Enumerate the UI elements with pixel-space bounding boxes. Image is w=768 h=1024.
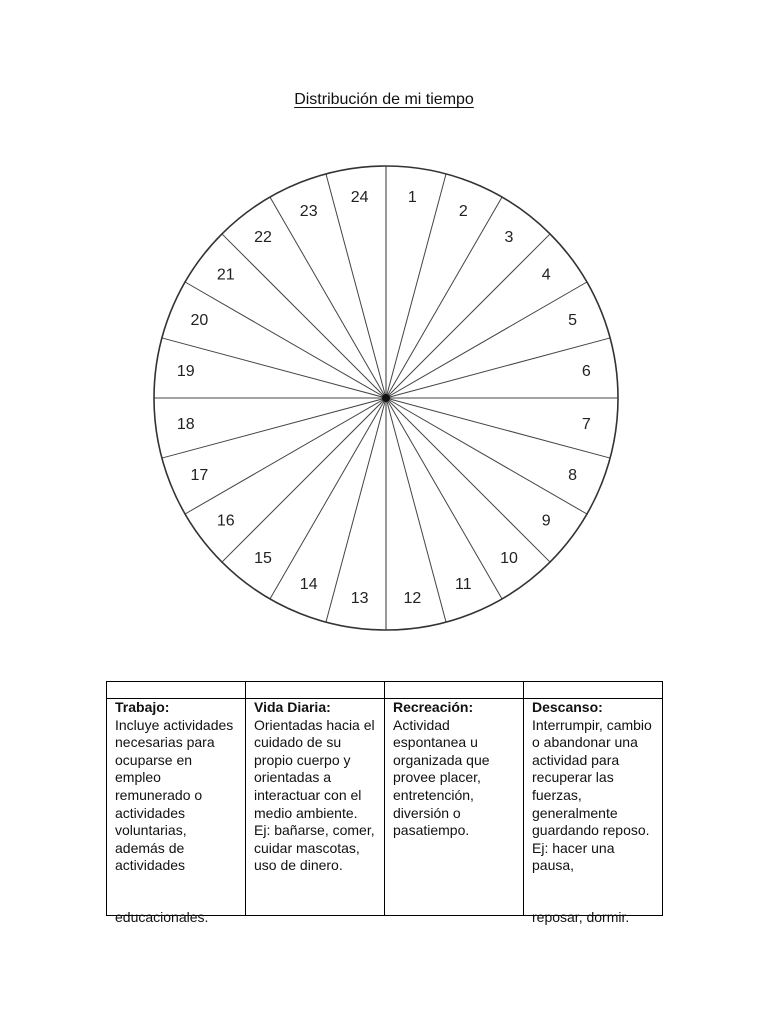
hour-label: 14	[299, 576, 318, 594]
wheel-spoke	[326, 398, 386, 622]
table-header-row	[107, 682, 663, 699]
category-description-end: reposar, dormir.	[532, 909, 630, 926]
wheel-spoke	[386, 398, 446, 622]
hour-label: 23	[299, 202, 318, 220]
wheel-spoke	[386, 398, 610, 458]
wheel-center-dot	[382, 394, 390, 402]
hour-label: 17	[190, 466, 209, 484]
hour-label: 3	[504, 229, 514, 247]
hour-label: 18	[176, 415, 195, 433]
hour-label: 1	[407, 189, 417, 207]
wheel-spoke	[386, 234, 550, 398]
hour-label: 11	[454, 576, 472, 594]
wheel-spoke	[386, 197, 502, 398]
wheel-spoke	[162, 338, 386, 398]
wheel-spoke	[386, 282, 587, 398]
wheel-spoke	[270, 197, 386, 398]
wheel-spoke	[386, 338, 610, 398]
category-name: Trabajo:	[115, 699, 170, 715]
category-name: Recreación:	[393, 699, 474, 715]
category-name: Descanso:	[532, 699, 603, 715]
category-description: Incluye actividades necesarias para ocuparse en empleo remunerado o actividades voluntarias, además de actividades	[115, 716, 234, 874]
wheel-spoke	[386, 398, 550, 562]
category-cell-descanso	[524, 699, 663, 926]
header-cell	[246, 682, 385, 699]
wheel-spoke	[386, 174, 446, 398]
wheel-spoke	[222, 398, 386, 562]
category-cell-vida-diaria	[246, 699, 385, 916]
category-cell-recreacion	[385, 699, 524, 916]
hour-label: 4	[541, 266, 551, 284]
page-title: Distribución de mi tiempo	[294, 91, 474, 108]
category-description: Actividad espontanea u organizada que provee placer, entretención, diversión o pasatiempo.	[393, 716, 490, 839]
hour-label: 20	[190, 312, 209, 330]
wheel-spoke	[326, 174, 386, 398]
hour-label: 12	[403, 589, 422, 607]
category-description: Interrumpir, cambio o abandonar una actividad para recuperar las fuerzas, generalmente guardando reposo. Ej: hacer una pausa,	[532, 716, 652, 874]
wheel-spoke	[222, 234, 386, 398]
hour-label: 21	[216, 266, 235, 284]
hour-label: 13	[350, 589, 369, 607]
category-description: Orientadas hacia el cuidado de su propio cuerpo y orientadas a interactuar con el medio ambiente. Ej: bañarse, comer, cuidar mascotas, uso de dinero.	[254, 716, 375, 874]
category-cell-trabajo	[107, 699, 246, 926]
hour-label: 6	[581, 363, 591, 381]
hour-label: 15	[254, 549, 272, 567]
hour-label: 19	[176, 363, 195, 381]
category-name: Vida Diaria:	[254, 699, 331, 715]
hour-label: 2	[458, 202, 468, 220]
hour-label: 24	[350, 189, 369, 207]
wheel-spoke	[386, 398, 587, 514]
hour-label: 7	[581, 415, 591, 433]
category-description-end: educacionales.	[115, 909, 209, 926]
wheel-spoke	[185, 282, 386, 398]
hour-label: 16	[216, 512, 235, 530]
header-cell	[524, 682, 663, 699]
categories-table	[106, 681, 663, 926]
hour-label: 22	[254, 229, 272, 247]
hour-label: 5	[568, 312, 578, 330]
wheel-spoke	[386, 398, 502, 599]
table-row	[107, 699, 663, 916]
wheel-spoke	[270, 398, 386, 599]
hour-label: 8	[568, 466, 578, 484]
hour-label: 10	[500, 549, 518, 567]
wheel-spoke	[162, 398, 386, 458]
header-cell	[107, 682, 246, 699]
header-cell	[385, 682, 524, 699]
hour-label: 9	[541, 512, 551, 530]
wheel-spoke	[185, 398, 386, 514]
